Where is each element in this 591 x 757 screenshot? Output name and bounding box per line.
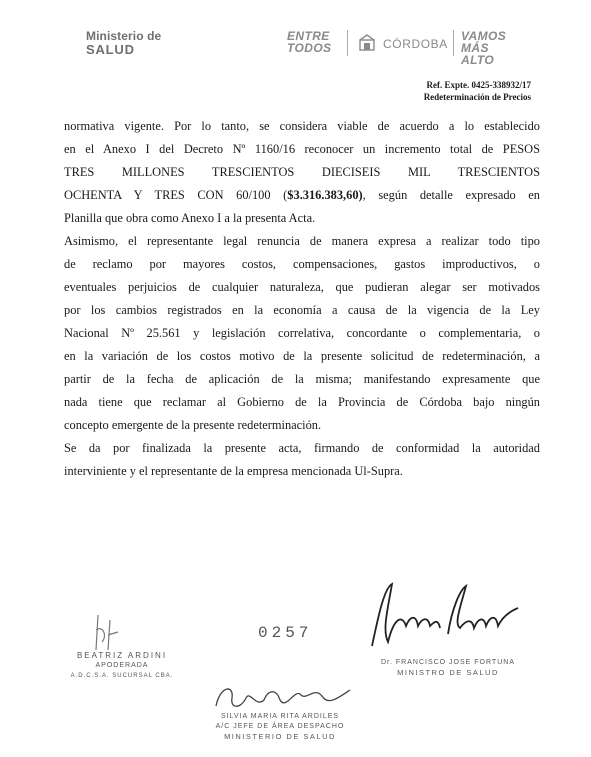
text-line: Planilla que obra como Anexo I a la presenta Acta. [64, 211, 316, 225]
todos-text: TODOS [287, 41, 332, 55]
signature-bottom-block [200, 712, 360, 742]
signature-left-block [62, 651, 182, 681]
signatory-org: A.D.C.S.A. SUCURSAL CBA. [70, 673, 174, 679]
text-line: de reclamo por mayores costos, compensaciones, gastos improductivos, o [64, 257, 540, 271]
text-line: interviniente y el representante de la empresa mencionada Ul-Supra. [64, 464, 403, 478]
signature-right-scribble [368, 578, 528, 650]
entre-text: ENTRE [287, 29, 330, 43]
signature-left-scribble [88, 610, 128, 655]
text-line: Se da por finalizada la presente acta, firmando de conformidad la autoridad [64, 441, 540, 455]
paragraph-2 [64, 230, 540, 437]
entre-todos-logo [287, 30, 331, 54]
paragraph-1 [64, 115, 540, 230]
vamos-mas-alto-logo [461, 30, 506, 66]
text-line: en el Anexo I del Decreto Nº 1160/16 reconocer un incremento total de PESOS [64, 142, 540, 156]
text-fragment: OCHENTA Y TRES CON 60/100 ( [64, 188, 288, 202]
signatory-name: SILVIA MARIA RITA ARDILES [220, 713, 340, 720]
page-stamp-number: 0257 [258, 624, 313, 642]
text-line: nada tiene que reclamar al Gobierno de la Provincia de Córdoba bajo ningún [64, 395, 540, 409]
logo-divider [453, 30, 454, 56]
text-line: TRES MILLONES TRESCIENTOS DIECISEIS MIL TRESCIENTOS [64, 165, 540, 179]
signatory-org: MINISTERIO DE SALUD [224, 732, 336, 741]
text-line: partir de la fecha de aplicación de la misma; manifestando expresamente que [64, 372, 540, 386]
signatory-title: MINISTRO DE SALUD [397, 668, 499, 677]
cordoba-logo: CÓRDOBA [383, 37, 448, 51]
file-reference [424, 79, 531, 103]
signature-bottom-scribble [210, 680, 360, 716]
ministry-logo [86, 30, 161, 56]
text-fragment: , según detalle expresado en [362, 188, 540, 202]
file-subject: Redeterminación de Precios [423, 92, 531, 102]
signatory-title: A/C JEFE DE ÁREA DESPACHO [215, 723, 345, 730]
paragraph-3 [64, 437, 540, 483]
text-line: concepto emergente de la presente redeterminación. [64, 418, 322, 432]
amount-bold: $3.316.383,60) [287, 188, 363, 202]
ministry-logo-line2: SALUD [86, 42, 135, 57]
text-line: normativa vigente. Por lo tanto, se considera viable de acuerdo a lo establecido [64, 119, 540, 133]
letterhead [0, 26, 591, 66]
logo-divider [347, 30, 348, 56]
text-line: Asimismo, el representante legal renuncia de manera expresa a realizar todo tipo [64, 234, 540, 248]
text-line [64, 184, 540, 207]
file-number: Ref. Expte. 0425-338932/17 [426, 80, 531, 90]
signatory-name: Dr. FRANCISCO JOSE FORTUNA [381, 659, 515, 666]
mas-alto-text: MÁS ALTO [461, 41, 495, 67]
text-line: eventuales perjuicios de cualquier naturaleza, que pudieran alegar ser motivados [64, 280, 540, 294]
vamos-text: VAMOS [461, 29, 507, 43]
text-line: por los cambios registrados en la economía a causa de la vigencia de la Ley [64, 303, 540, 317]
text-line: Nacional Nº 25.561 y legislación correlativa, concordante o complementaria, o [64, 326, 540, 340]
signatory-name: BEATRIZ ARDINI [76, 651, 168, 660]
signature-right-block [368, 658, 528, 678]
document-body [64, 115, 540, 483]
signatory-title: APODERADA [95, 662, 149, 669]
ministry-logo-line1: Ministerio de [86, 29, 162, 43]
crest-icon [357, 34, 377, 52]
text-line: en la variación de los costos motivo de la presente solicitud de redeterminación, a [64, 349, 540, 363]
